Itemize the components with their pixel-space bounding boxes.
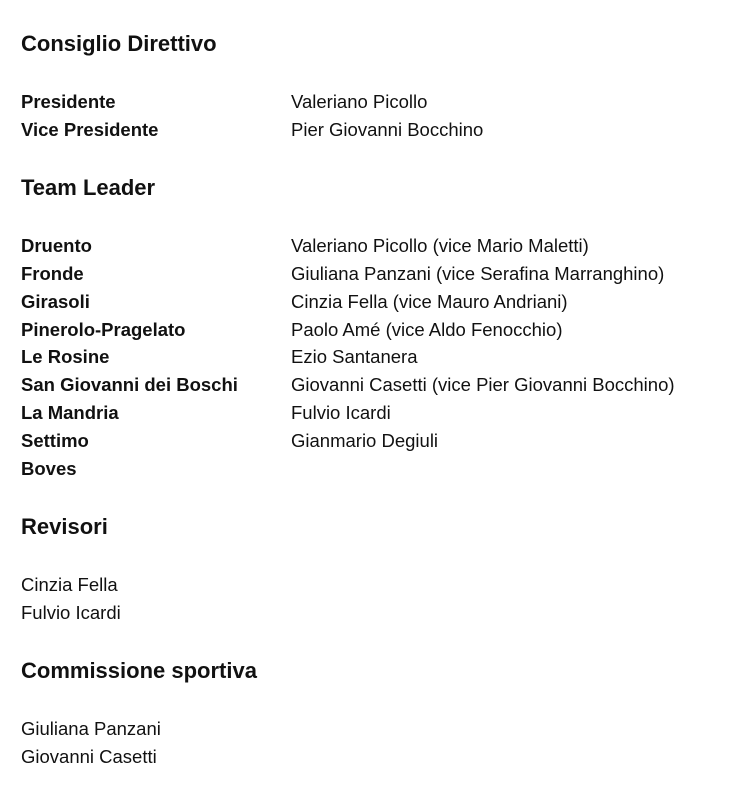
group-label: La Mandria — [21, 402, 119, 423]
section-title-revisori: Revisori — [21, 514, 108, 539]
leader-name: Fulvio Icardi — [291, 402, 391, 423]
leader-name: Ezio Santanera — [291, 346, 418, 367]
group-label: Boves — [21, 458, 77, 479]
leader-name: Cinzia Fella (vice Mauro Andriani) — [291, 291, 568, 312]
leader-name: Giuliana Panzani (vice Serafina Marranghino) — [291, 263, 665, 284]
leader-name: Valeriano Picollo (vice Mario Maletti) — [291, 235, 589, 256]
section-title-commissione-sportiva: Commissione sportiva — [21, 658, 257, 683]
leader-name: Gianmario Degiuli — [291, 430, 439, 451]
section-title-consiglio-direttivo: Consiglio Direttivo — [21, 31, 217, 56]
person-name: Valeriano Picollo — [291, 91, 428, 112]
group-label: Settimo — [21, 430, 89, 451]
member-name: Cinzia Fella — [21, 574, 118, 595]
member-name: Giuliana Panzani — [21, 718, 161, 739]
group-label: Druento — [21, 235, 92, 256]
section-title-team-leader: Team Leader — [21, 175, 156, 200]
member-name: Giovanni Casetti — [21, 746, 157, 767]
group-label: Girasoli — [21, 291, 90, 312]
person-name: Pier Giovanni Bocchino — [291, 119, 484, 140]
group-label: Le Rosine — [21, 346, 110, 367]
leader-name: Paolo Amé (vice Aldo Fenocchio) — [291, 319, 563, 340]
role-label: Vice Presidente — [21, 119, 159, 140]
member-name: Fulvio Icardi — [21, 602, 121, 623]
group-label: San Giovanni dei Boschi — [21, 374, 238, 395]
leader-name: Giovanni Casetti (vice Pier Giovanni Bocchino) — [291, 374, 675, 395]
group-label: Fronde — [21, 263, 84, 284]
role-label: Presidente — [21, 91, 116, 112]
group-label: Pinerolo-Pragelato — [21, 319, 186, 340]
